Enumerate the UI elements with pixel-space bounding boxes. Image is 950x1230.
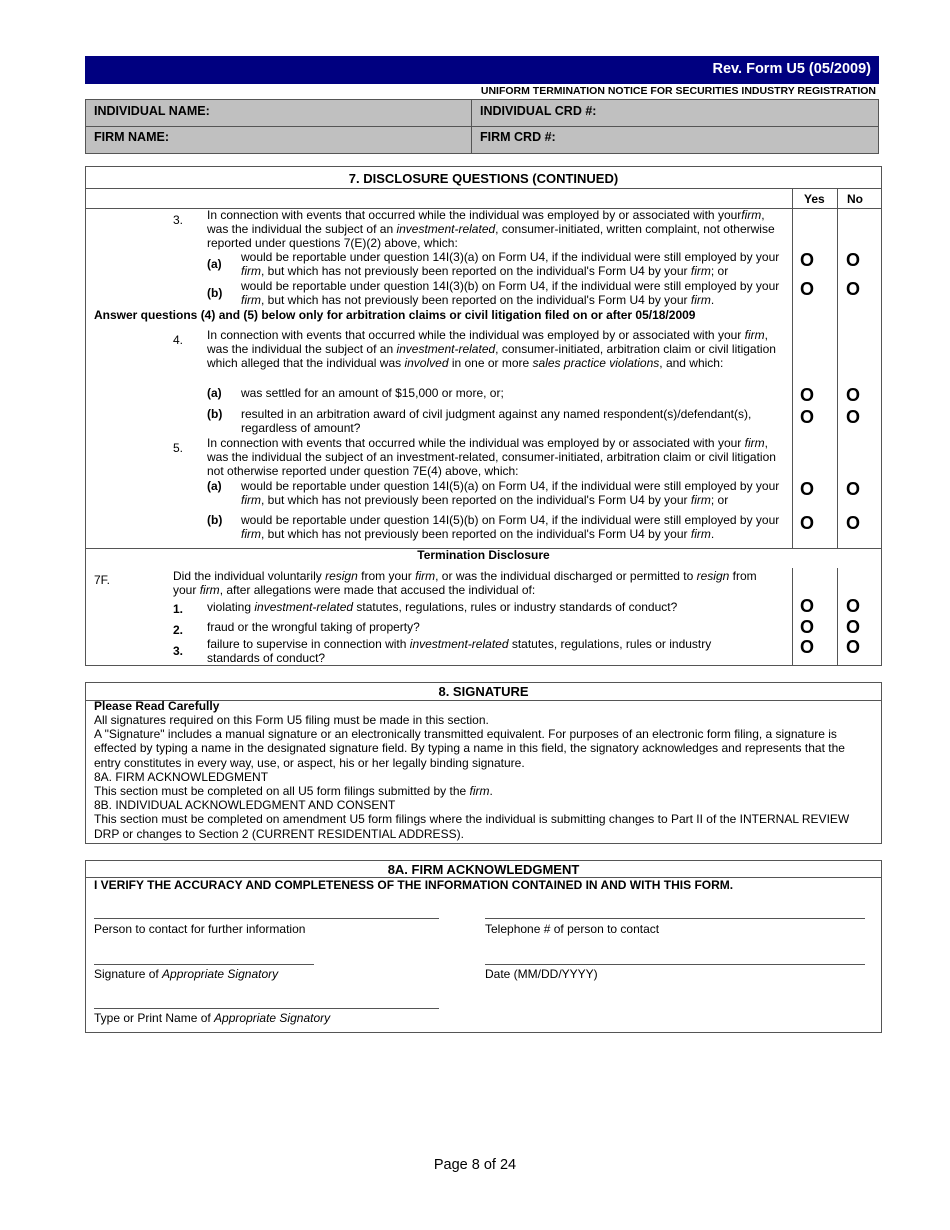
q4-intro: In connection with events that occurred while the individual was employed by or associated with your firm, was the individual the subject of an investment-related, consumer-initiated, arbitration claim or civil litigation which alleged that the individual was involved in one or more sales practice violations, and which: bbox=[207, 328, 776, 371]
q4b-yes-radio[interactable]: O bbox=[799, 407, 814, 427]
telephone-label: Telephone # of person to contact bbox=[485, 922, 660, 936]
yes-column-header: Yes bbox=[804, 192, 825, 206]
q4a-no-radio[interactable]: O bbox=[845, 385, 860, 405]
q7f-2-number: 2. bbox=[173, 623, 184, 637]
q7f-2-yes-radio[interactable]: O bbox=[799, 617, 814, 637]
q4b-text: resulted in an arbitration award of civil judgment against any named respondent(s)/defendant(s), regardless of amount? bbox=[241, 407, 752, 436]
q3a-no-radio[interactable]: O bbox=[845, 250, 860, 270]
sig-line-1: All signatures required on this Form U5 filing must be made in this section. bbox=[94, 713, 489, 727]
individual-name-label: INDIVIDUAL NAME: bbox=[94, 104, 210, 118]
q5b-label: (b) bbox=[207, 513, 223, 527]
q5-intro: In connection with events that occurred while the individual was employed by or associated with your firm, was the individual the subject of an investment-related, consumer-initiated, arbitration claim or civil litigation not otherwise reported under question 7E(4) above, which: bbox=[207, 436, 776, 479]
q5a-text: would be reportable under question 14I(5)(a) on Form U4, if the individual were still employed by your firm, but which has not previously been reported on the individual's Form U4 by your firm; or bbox=[241, 479, 780, 508]
q3b-yes-radio[interactable]: O bbox=[799, 279, 814, 299]
q4b-label: (b) bbox=[207, 407, 223, 421]
q7f-1-text: violating investment-related statutes, regulations, rules or industry standards of conduct? bbox=[207, 600, 678, 614]
answer-note: Answer questions (4) and (5) below only for arbitration claims or civil litigation filed on or after 05/18/2009 bbox=[94, 308, 696, 322]
firm-crd-label: FIRM CRD #: bbox=[480, 130, 556, 144]
termination-disclosure-title: Termination Disclosure bbox=[417, 548, 550, 562]
q3b-text: would be reportable under question 14I(3)(b) on Form U4, if the individual were still employed by your firm, but which has not previously been reported on the individual's Form U4 by your firm. bbox=[241, 279, 780, 308]
form-subtitle: UNIFORM TERMINATION NOTICE FOR SECURITIES INDUSTRY REGISTRATION bbox=[480, 85, 876, 97]
q7f-3-text: failure to supervise in connection with investment-related statutes, regulations, rules or industry standards of conduct? bbox=[207, 637, 712, 666]
date-label: Date (MM/DD/YYYY) bbox=[485, 967, 598, 981]
q5a-label: (a) bbox=[207, 479, 222, 493]
q7f-1-number: 1. bbox=[173, 602, 184, 616]
q3a-label: (a) bbox=[207, 257, 222, 271]
section-8a-title: 8A. FIRM ACKNOWLEDGMENT bbox=[387, 862, 580, 877]
q3a-text: would be reportable under question 14I(3)(a) on Form U4, if the individual were still employed by your firm, but which has not previously been reported on the individual's Form U4 by your firm; or bbox=[241, 250, 780, 279]
verify-statement: I VERIFY THE ACCURACY AND COMPLETENESS OF THE INFORMATION CONTAINED IN AND WITH THIS FORM. bbox=[94, 878, 734, 892]
sig-line-2: A "Signature" includes a manual signature or an electronically transmitted equivalent. For purposes of an electronic form filing, a signature is effected by typing a name in the designated signature field. By typing a name in this field, the signatory acknowledges and represents that the entry constitutes in every way, use, or aspect, his or her legally binding signature. bbox=[94, 727, 845, 770]
q3b-no-radio[interactable]: O bbox=[845, 279, 860, 299]
sig-line-4: 8B. INDIVIDUAL ACKNOWLEDGMENT AND CONSENT bbox=[94, 798, 396, 813]
signature-label: Signature of Appropriate Signatory bbox=[94, 967, 279, 981]
section-7-title: 7. DISCLOSURE QUESTIONS (CONTINUED) bbox=[348, 171, 619, 186]
q4a-yes-radio[interactable]: O bbox=[799, 385, 814, 405]
q7f-1-no-radio[interactable]: O bbox=[845, 596, 860, 616]
individual-crd-label: INDIVIDUAL CRD #: bbox=[480, 104, 597, 118]
signature-instructions bbox=[94, 713, 854, 841]
q3-intro: In connection with events that occurred while the individual was employed by or associated with yourfirm, was the individual the subject of an investment-related, consumer-initiated, written complaint, not otherwise reported under questions 7(E)(2) above, which: bbox=[207, 208, 775, 251]
telephone-field[interactable] bbox=[485, 918, 865, 919]
q5a-yes-radio[interactable]: O bbox=[799, 479, 814, 499]
signature-field[interactable] bbox=[94, 964, 314, 965]
q7f-3-yes-radio[interactable]: O bbox=[799, 637, 814, 657]
firm-ack-instruction: This section must be completed on all U5 form filings submitted by the firm. bbox=[94, 784, 493, 799]
form-revision-banner: Rev. Form U5 (05/2009) bbox=[85, 56, 879, 84]
q5b-text: would be reportable under question 14I(5)(b) on Form U4, if the individual were still employed by your firm, but which has not previously been reported on the individual's Form U4 by your firm. bbox=[241, 513, 780, 542]
q7f-3-no-radio[interactable]: O bbox=[845, 637, 860, 657]
q5b-yes-radio[interactable]: O bbox=[799, 513, 814, 533]
q3-number: 3. bbox=[173, 213, 184, 227]
q3a-yes-radio[interactable]: O bbox=[799, 250, 814, 270]
identity-table bbox=[85, 99, 879, 154]
q7f-2-no-radio[interactable]: O bbox=[845, 617, 860, 637]
sig-line-3: 8A. FIRM ACKNOWLEDGMENT bbox=[94, 769, 269, 784]
contact-person-field[interactable] bbox=[94, 918, 439, 919]
q4b-no-radio[interactable]: O bbox=[845, 407, 860, 427]
q4a-text: was settled for an amount of $15,000 or more, or; bbox=[241, 386, 504, 400]
q5a-no-radio[interactable]: O bbox=[845, 479, 860, 499]
q7f-3-number: 3. bbox=[173, 644, 184, 658]
date-field[interactable] bbox=[485, 964, 865, 965]
print-name-field[interactable] bbox=[94, 1008, 439, 1009]
q5-number: 5. bbox=[173, 441, 184, 455]
q7f-1-yes-radio[interactable]: O bbox=[799, 596, 814, 616]
please-read: Please Read Carefully bbox=[94, 699, 220, 713]
section-8-title: 8. SIGNATURE bbox=[438, 684, 529, 699]
q7f-intro: Did the individual voluntarily resign from your firm, or was the individual discharged or permitted to resign from your firm, after allegations were made that accused the individual of: bbox=[173, 569, 757, 598]
print-name-label: Type or Print Name of Appropriate Signatory bbox=[94, 1011, 331, 1025]
firm-name-label: FIRM NAME: bbox=[94, 130, 169, 144]
page-number: Page 8 of 24 bbox=[433, 1157, 517, 1173]
q7f-2-text: fraud or the wrongful taking of property? bbox=[207, 620, 420, 634]
q4a-label: (a) bbox=[207, 386, 222, 400]
contact-person-label: Person to contact for further information bbox=[94, 922, 306, 936]
q5b-no-radio[interactable]: O bbox=[845, 513, 860, 533]
q3b-label: (b) bbox=[207, 286, 223, 300]
no-column-header: No bbox=[847, 192, 863, 206]
sig-line-5: This section must be completed on amendment U5 form filings where the individual is submitting changes to Part II of the INTERNAL REVIEW DRP or changes to Section 2 (CURRENT RESIDENTIAL ADDRESS). bbox=[94, 812, 850, 841]
q4-number: 4. bbox=[173, 333, 184, 347]
q7f-number: 7F. bbox=[94, 573, 111, 587]
